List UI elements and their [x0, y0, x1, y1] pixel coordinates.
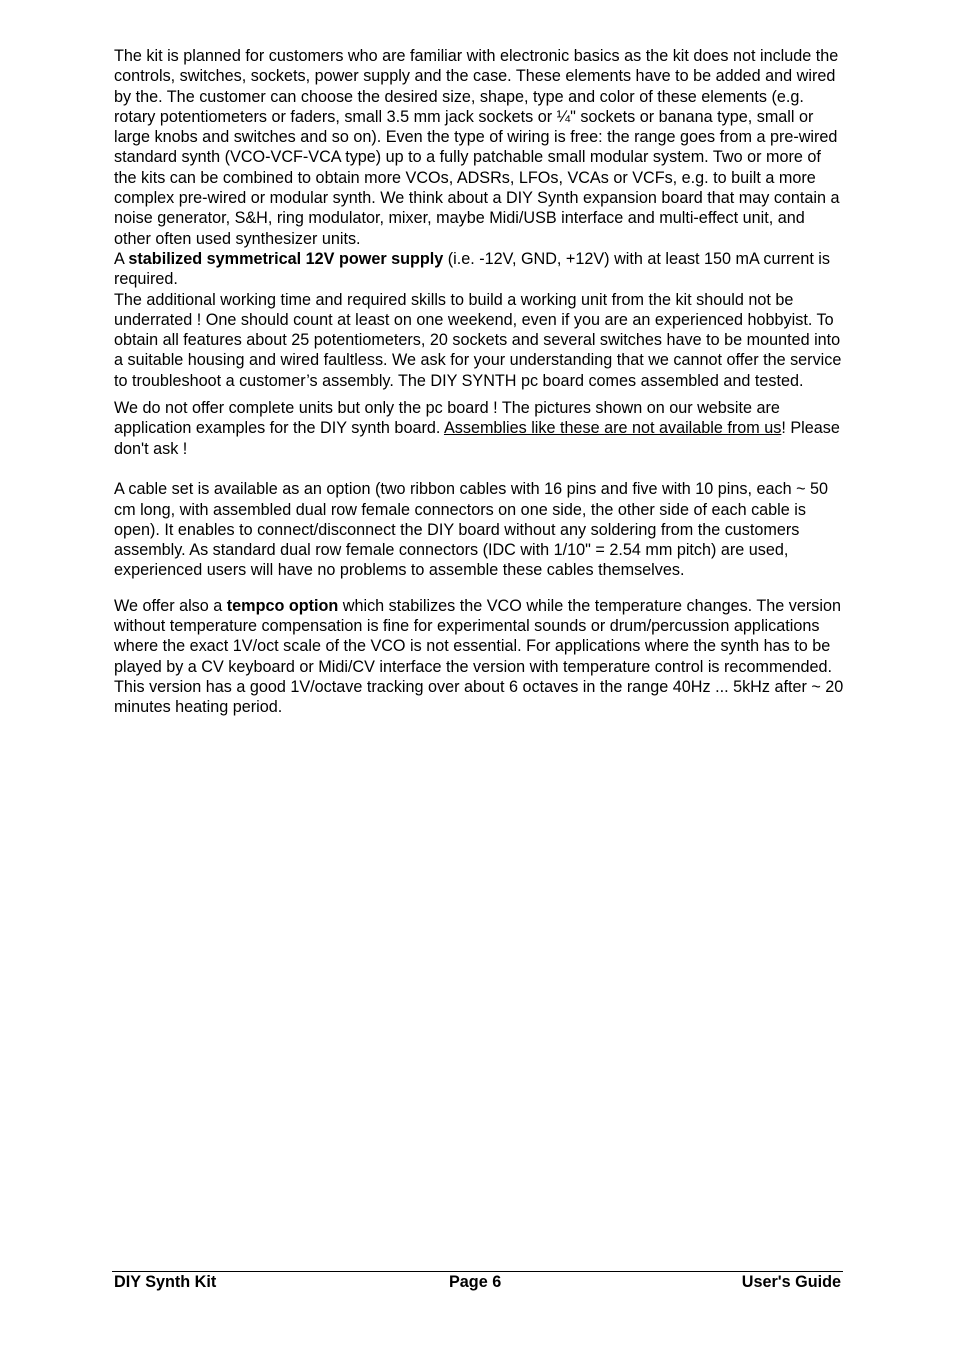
paragraph-pc-board-only [114, 398, 846, 459]
power-supply-lead: A [114, 249, 129, 268]
power-supply-tail: (i.e. -12V, GND, +12V) with at least 150 mA current is required. [114, 249, 831, 289]
document-body [114, 46, 846, 718]
power-supply-emphasis: stabilized symmetrical 12V power supply [128, 249, 444, 268]
paragraph-working-time: The additional working time and required skills to build a working unit from the kit should not be underrated ! One should count at least on one weekend, even if you are an experienced hobbyist. To obtain all features about 25 potentiometers, 20 sockets and several switches have to be mounted into a suitable housing and wired faultless. We ask for your understanding that we cannot offer the service to troubleshoot a customer’s assembly. The DIY SYNTH pc board comes assembled and tested. [114, 290, 842, 390]
pc-board-lead: We do not offer complete units but only the pc board ! The pictures shown on our website are application examples for the DIY synth board. [114, 399, 780, 438]
paragraph-tempco [114, 596, 846, 718]
assemblies-notice: Assemblies like these are not available from us [443, 419, 782, 438]
paragraph-cable-set: A cable set is available as an option (two ribbon cables with 16 pins and five with 10 pins, each ~ 50 cm long, with assembled dual row female connectors on one side, the other side of each cable is open). It enables to connect/disconnect the DIY board without any soldering from the customers assembly. As standard dual row female connectors (IDC with 1/10" = 2.54 mm pitch) are used, experienced users will have no problems to assemble these cables themselves. [114, 480, 829, 580]
tempco-emphasis: tempco option [226, 596, 339, 615]
pc-board-tail: ! Please don't ask ! [114, 419, 840, 458]
tempco-lead: We offer also a [114, 596, 227, 615]
paragraph-kit-intro: The kit is planned for customers who are familiar with electronic basics as the kit does not include the controls, switches, sockets, power supply and the case. These elements have to be added and wired by the. The customer can choose the desired size, shape, type and color of these elements (e.g. rotary potentiometers or faders, small 3.5 mm jack sockets or ¼" sockets or banana type, small or large knobs and switches and so on). Even the type of wiring is free: the range goes from a pre-wired standard synth (VCO-VCF-VCA type) up to a fully patchable small modular system. Two or more of the kits can be combined to obtain more VCOs, ADSRs, LFOs, VCAs or VCFs, e.g. to built a more complex pre-wired or modular synth. We think about a DIY Synth expansion board that may contain a noise generator, S&H, ring modulator, mixer, maybe Midi/USB interface and multi-effect unit, and other often used synthesizer units. [114, 47, 840, 248]
footer-divider [112, 1271, 843, 1272]
footer-guide-label: User's Guide [741, 1273, 841, 1291]
paragraph-power-supply [114, 249, 846, 290]
footer-doc-title: DIY Synth Kit [114, 1273, 217, 1291]
tempco-tail: which stabilizes the VCO while the temperature changes. The version without temperature compensation is fine for experimental sounds or drum/percussion applications where the exact 1V/oct scale of the VCO is not essential. For applications where the synth has to be played by a CV keyboard or Midi/CV interface the version with temperature control is recommended. This version has a good 1V/octave tracking over about 6 octaves in the range 40Hz ... 5kHz after ~ 20 minutes heating period. [114, 596, 844, 717]
footer-page-number: Page 6 [449, 1273, 502, 1291]
page-footer [114, 1273, 841, 1293]
